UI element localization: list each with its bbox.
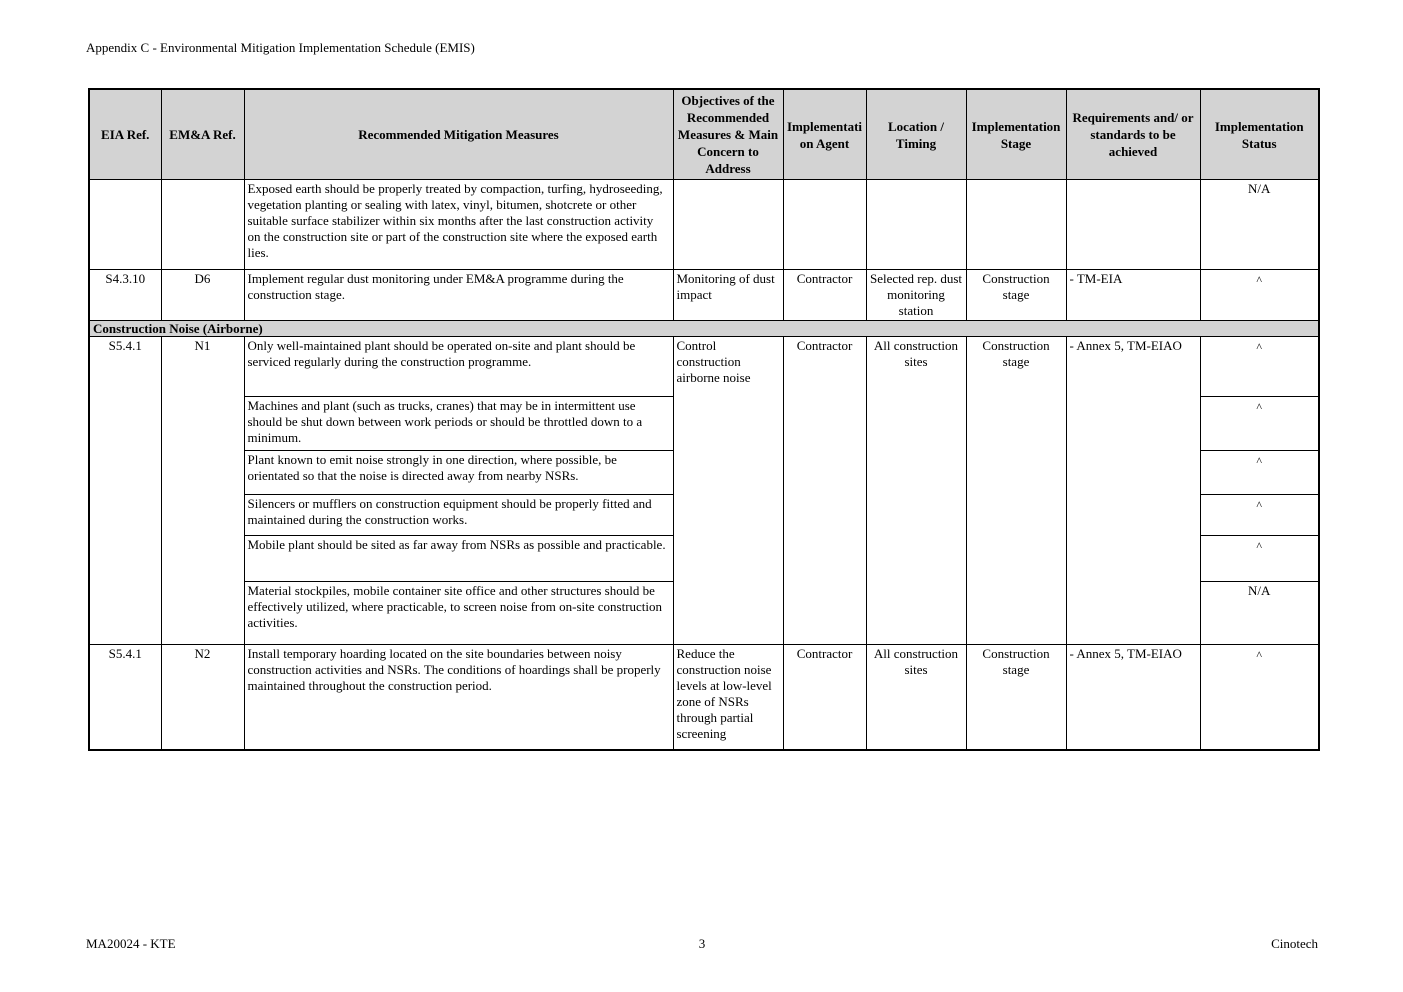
table-row-continuation <box>89 180 1319 270</box>
cell-measure: Material stockpiles, mobile container site office and other structures should be effectively utilized, where practicable, to screen noise from on-site construction activities. <box>244 582 673 645</box>
col-header-location-timing: Location / Timing <box>866 89 966 180</box>
section-title: Construction Noise (Airborne) <box>89 321 1319 337</box>
cell-eia-ref <box>89 180 161 270</box>
cell-objective: Control construction airborne noise <box>673 337 783 645</box>
status-caret: ^ <box>1256 498 1263 512</box>
cell-status <box>1200 397 1319 451</box>
col-header-requirements: Requirements and/ or standards to be achieved <box>1066 89 1200 180</box>
page-footer <box>86 936 1318 952</box>
cell-status: N/A <box>1200 180 1319 270</box>
cell-agent: Contractor <box>783 270 866 321</box>
col-header-measures: Recommended Mitigation Measures <box>244 89 673 180</box>
cell-location: All construction sites <box>866 645 966 750</box>
section-header-row <box>89 321 1319 337</box>
cell-measure: Machines and plant (such as trucks, cranes) that may be in intermittent use should be shut down between work periods or should be throttled down to a minimum. <box>244 397 673 451</box>
status-caret: ^ <box>1256 648 1263 662</box>
cell-status <box>1200 337 1319 397</box>
cell-location: Selected rep. dust monitoring station <box>866 270 966 321</box>
cell-requirements: - Annex 5, TM-EIAO <box>1066 645 1200 750</box>
col-header-agent: Implementation Agent <box>783 89 866 180</box>
cell-objective <box>673 180 783 270</box>
col-header-objectives: Objectives of the Recommended Measures & Main Concern to Address <box>673 89 783 180</box>
cell-agent: Contractor <box>783 645 866 750</box>
table-row-d6 <box>89 270 1319 321</box>
status-caret: ^ <box>1256 400 1263 414</box>
cell-ema-ref: N1 <box>161 337 244 645</box>
footer-project-ref: MA20024 - KTE <box>86 936 176 951</box>
cell-objective: Monitoring of dust impact <box>673 270 783 321</box>
cell-stage <box>966 180 1066 270</box>
col-header-stage: Implementation Stage <box>966 89 1066 180</box>
cell-agent <box>783 180 866 270</box>
cell-ema-ref: D6 <box>161 270 244 321</box>
cell-ema-ref: N2 <box>161 645 244 750</box>
cell-stage: Construction stage <box>966 645 1066 750</box>
cell-eia-ref: S5.4.1 <box>89 337 161 645</box>
cell-status <box>1200 270 1319 321</box>
cell-eia-ref: S5.4.1 <box>89 645 161 750</box>
table-row-n2 <box>89 645 1319 750</box>
emis-table <box>88 88 1320 751</box>
cell-measure: Plant known to emit noise strongly in one direction, where possible, be orientated so that the noise is directed away from nearby NSRs. <box>244 451 673 495</box>
cell-ema-ref <box>161 180 244 270</box>
cell-location <box>866 180 966 270</box>
cell-measure: Implement regular dust monitoring under EM&A programme during the construction stage. <box>244 270 673 321</box>
cell-measure: Silencers or mufflers on construction equipment should be properly fitted and maintained during the construction works. <box>244 495 673 536</box>
cell-agent: Contractor <box>783 337 866 645</box>
status-caret: ^ <box>1256 340 1263 354</box>
col-header-status: Implementation Status <box>1200 89 1319 180</box>
cell-requirements <box>1066 180 1200 270</box>
cell-requirements: - Annex 5, TM-EIAO <box>1066 337 1200 645</box>
footer-company-name: Cinotech <box>1271 936 1318 951</box>
cell-objective: Reduce the construction noise levels at low-level zone of NSRs through partial screening <box>673 645 783 750</box>
cell-status <box>1200 451 1319 495</box>
cell-stage: Construction stage <box>966 270 1066 321</box>
cell-requirements: - TM-EIA <box>1066 270 1200 321</box>
appendix-title: Appendix C - Environmental Mitigation Implementation Schedule (EMIS) <box>86 40 475 55</box>
cell-measure: Install temporary hoarding located on the site boundaries between noisy construction activities and NSRs. The conditions of hoardings shall be properly maintained throughout the construction period. <box>244 645 673 750</box>
cell-measure: Mobile plant should be sited as far away from NSRs as possible and practicable. <box>244 536 673 582</box>
cell-status <box>1200 645 1319 750</box>
table-header-row <box>89 89 1319 180</box>
cell-status: N/A <box>1200 582 1319 645</box>
status-caret: ^ <box>1256 454 1263 468</box>
col-header-eia-ref: EIA Ref. <box>89 89 161 180</box>
cell-measure: Exposed earth should be properly treated by compaction, turfing, hydroseeding, vegetation planting or sealing with latex, vinyl, bitumen, shotcrete or other suitable surface stabilizer within six months after the last construction activity on the construction site or part of the construction site where the exposed earth lies. <box>244 180 673 270</box>
cell-eia-ref: S4.3.10 <box>89 270 161 321</box>
footer-page-number: 3 <box>698 936 706 951</box>
status-caret: ^ <box>1256 539 1263 553</box>
col-header-ema-ref: EM&A Ref. <box>161 89 244 180</box>
cell-stage: Construction stage <box>966 337 1066 645</box>
cell-status <box>1200 495 1319 536</box>
cell-measure: Only well-maintained plant should be operated on-site and plant should be serviced regularly during the construction programme. <box>244 337 673 397</box>
status-caret: ^ <box>1256 273 1263 287</box>
cell-status <box>1200 536 1319 582</box>
table-row-n1-measure-1 <box>89 337 1319 397</box>
cell-location: All construction sites <box>866 337 966 645</box>
